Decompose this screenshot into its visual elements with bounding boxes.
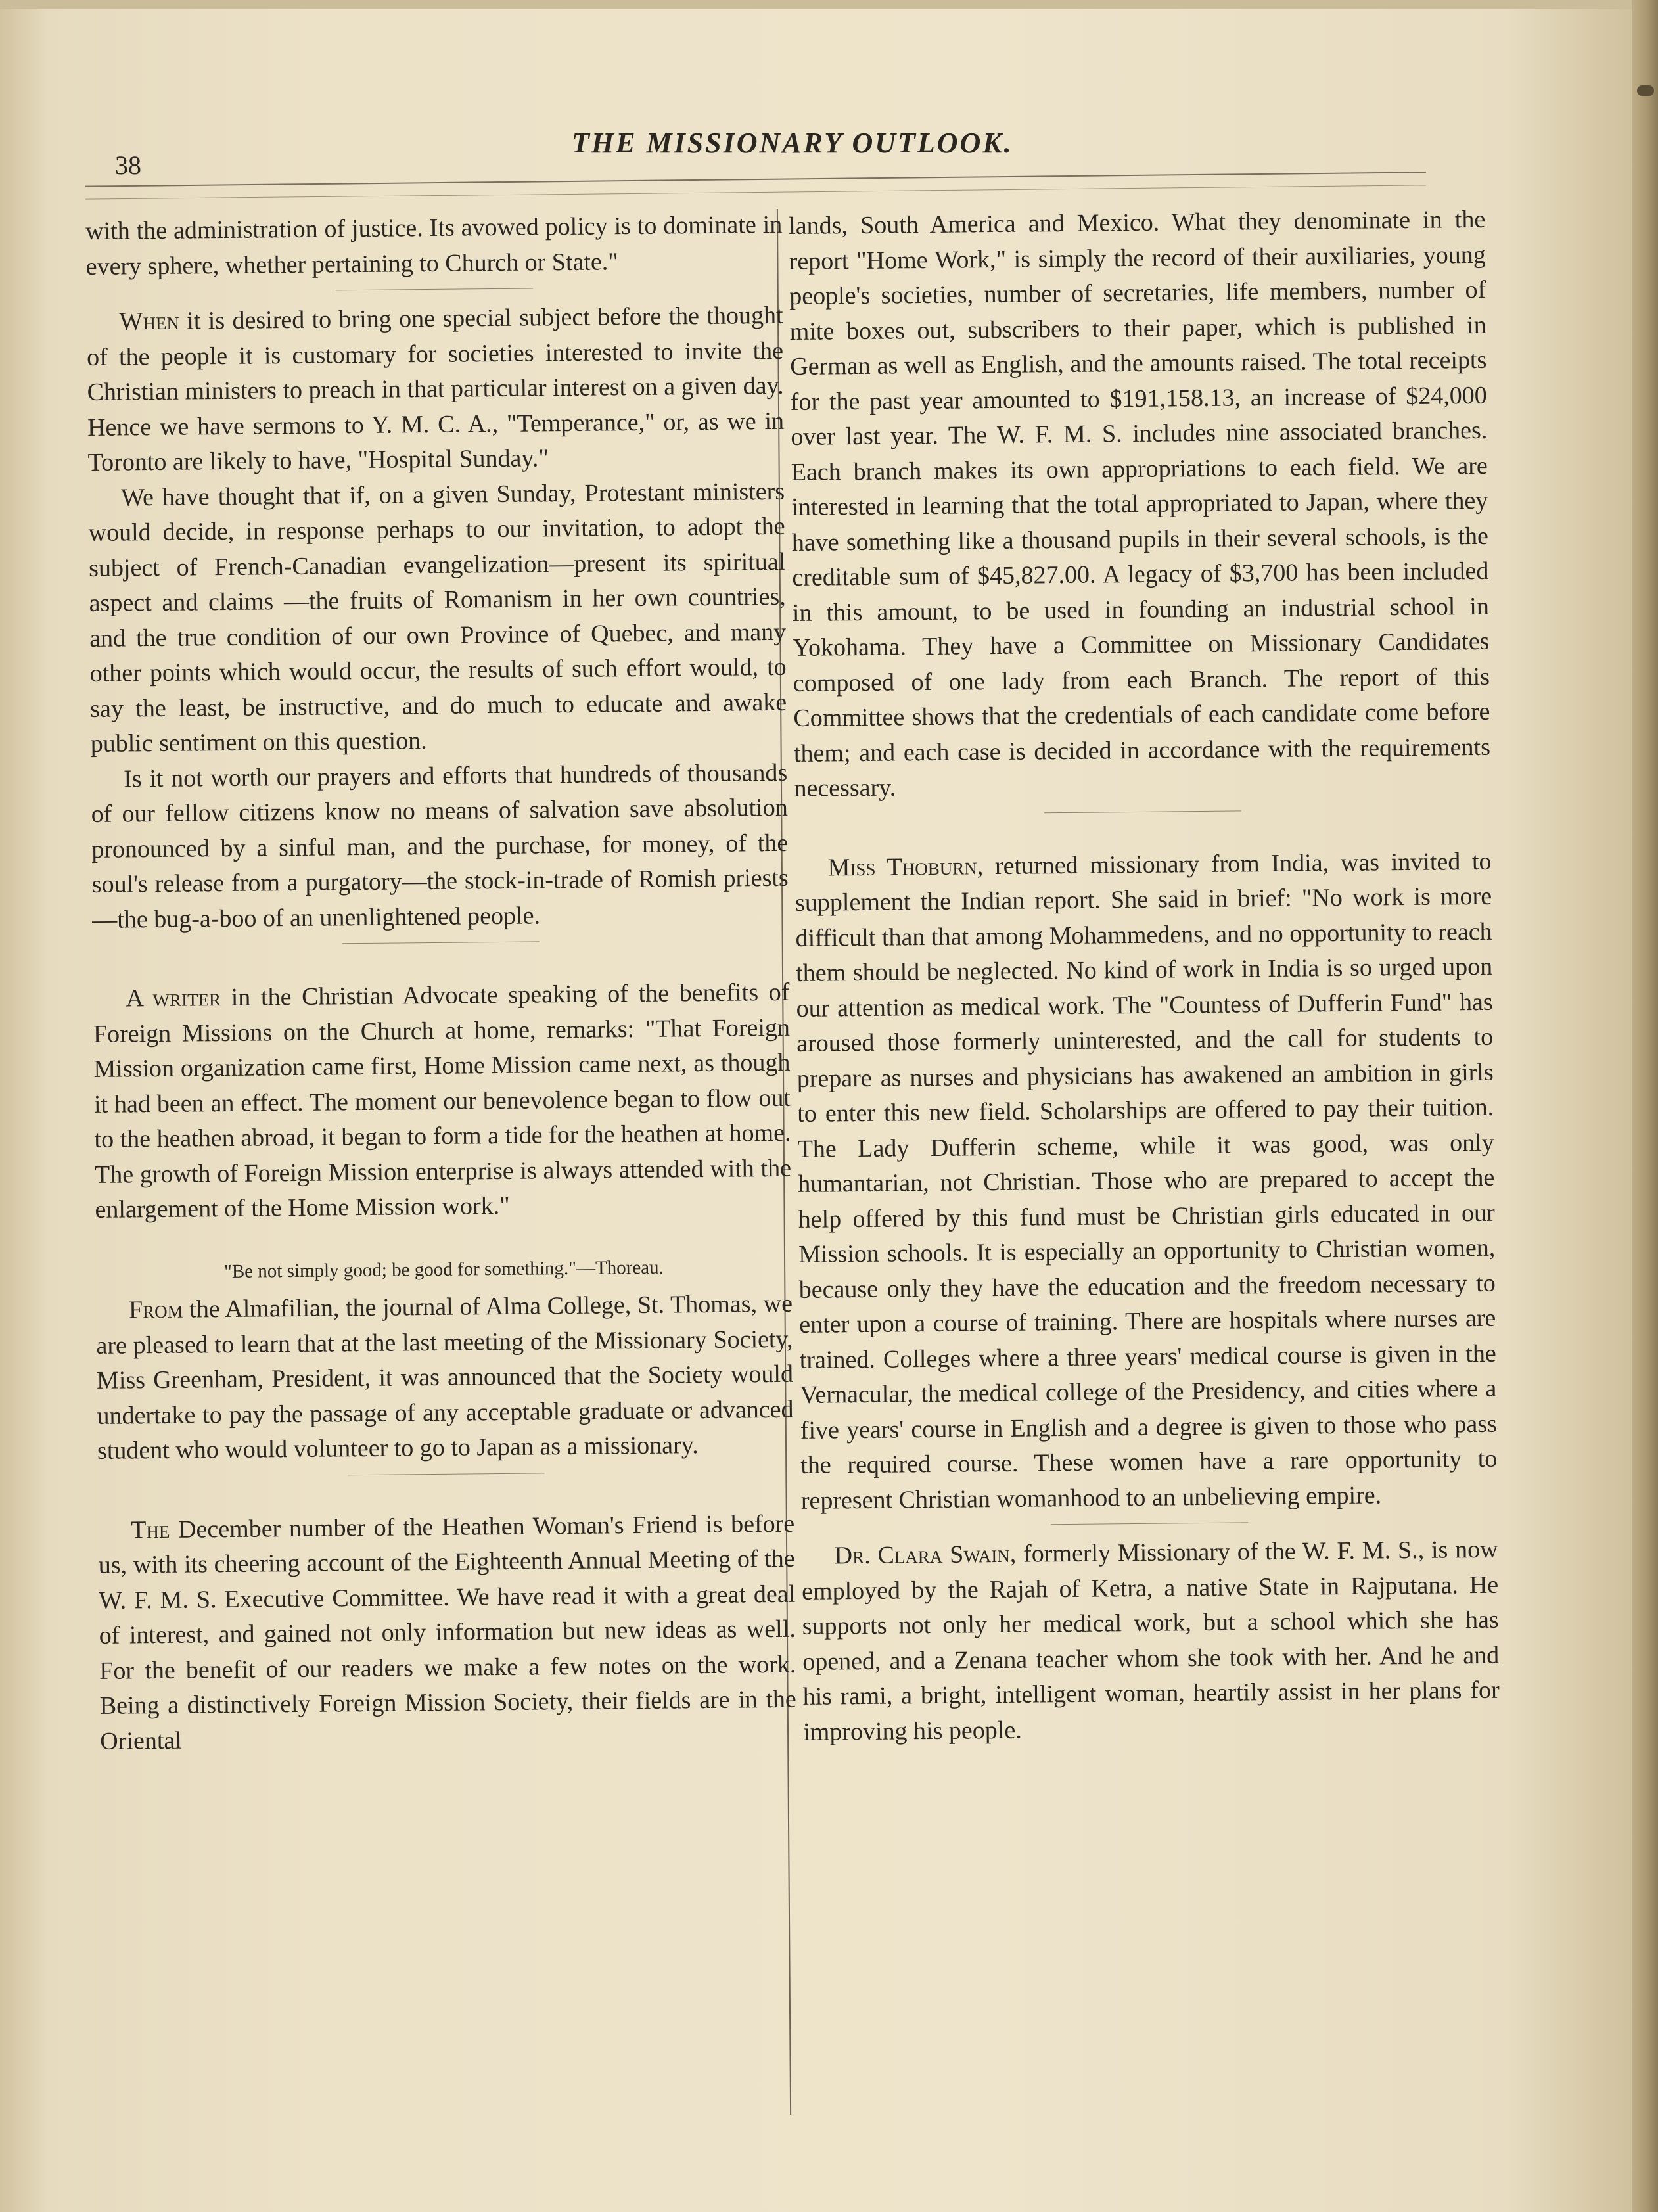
top-margin-strip bbox=[0, 0, 1636, 9]
section-divider bbox=[336, 288, 533, 290]
paragraph bbox=[789, 202, 1491, 807]
paragraph-lead: Dr. Clara Swain bbox=[834, 1540, 1010, 1570]
section-divider bbox=[347, 1473, 544, 1475]
page-edge bbox=[1632, 0, 1658, 2212]
paragraph-text: lands, South America and Mexico. What they denominate in the report "Home Work," is simply the record of their auxiliaries, young people's societies, number of secretaries, life members, number of mite boxes out, subscribers to their paper, which is published in German as well as English, and the amounts raised. The total receipts for the past year amounted to $191,158.13, an increase of $24,000 over last year. The W. F. M. S. includes nine associated branches. Each branch makes its own appropriations to each field. We are interested in learning that the total appropriated to Japan, where they have something like a thousand pupils in their several schools, is the creditable sum of $45,827.00. A legacy of $3,700 has been included in this amount, to be used in founding an industrial school in Yokohama. They have a Committee on Missionary Candidates composed of one lady from each Branch. The report of this Committee shows that the credentials of each candidate come before them; and each case is decided in accordance with the requirements necessary. bbox=[789, 205, 1491, 802]
right-column bbox=[789, 202, 1500, 1750]
paragraph-text: , formerly Missionary of the W. F. M. S., is now employed by the Rajah of Ketra, a native State in Rajputana. He supports not only her medical work, but a school which she has opened, and a Zenana teacher whom she took with her. And he and his rami, a bright, intelligent woman, heartily assist in her plans for improving his people. bbox=[801, 1535, 1500, 1746]
paragraph-text: , returned missionary from India, was invited to supplement the Indian report. She said in brief: "No work is more difficult than that among Mohammedens, and no opportunity to reach them should be neglected. No kind of work in India is so urged upon our attention as medical work. The "Countess of Dufferin Fund" has aroused those formerly uninterested, and the call for students to prepare as nurses and physicians has awakened an ambition in girls to enter this new field. Scholarships are offered to pay their tuition. The Lady Dufferin scheme, while it was good, was only humantarian, not Christian. Those who are prepared to accept the help offered by this fund must be Christian girls educated in our Mission schools. It is especially an opportunity to Christian women, because only they have the education and the freedom necessary to enter upon a course of training. There are hospitals where nurses are trained. Colleges where a three years' medical course is given in the Vernacular, the medical college of the Presidency, and cities where a five years' course in English and a degree is given to those who pass the required course. These women have a rare opportunity to represent Christian womanhood to an unbelieving empire. bbox=[794, 847, 1498, 1515]
paragraph bbox=[801, 1532, 1500, 1750]
paragraph bbox=[91, 755, 789, 938]
epigraph: "Be not simply good; be good for something."—Thoreau. bbox=[223, 1256, 664, 1282]
paragraph-lead: A writer bbox=[126, 984, 221, 1013]
binding-mark bbox=[1637, 85, 1654, 96]
paragraph-text: in the Christian Advocate speaking of the benefits of Foreign Missions on the Church at home, remarks: "That Foreign Mission organization came first, Home Mission came next, as though it had been an effect. The moment our benevolence began to flow out to the heathen abroad, it began to form a tide for the heathen at home. The growth of Foreign Mission enterprise is always attended with the enlargement of the Home Mission work." bbox=[93, 978, 792, 1224]
paragraph-lead: When bbox=[119, 307, 180, 336]
section-divider bbox=[342, 941, 540, 944]
paragraph-lead: Miss Thoburn bbox=[827, 852, 977, 881]
header-rule bbox=[85, 172, 1426, 187]
left-column bbox=[85, 208, 797, 1759]
section-divider bbox=[1051, 1522, 1248, 1525]
paragraph bbox=[85, 208, 783, 285]
paragraph-lead: From bbox=[128, 1295, 183, 1324]
paragraph bbox=[86, 298, 785, 481]
section-divider bbox=[1044, 810, 1241, 813]
page-number: 38 bbox=[115, 150, 141, 180]
paragraph-text: We have thought that if, on a given Sunday, Protestant ministers would decide, in response perhaps to our invitation, to adopt the subject of French-Canadian evangelization—present its spiritual aspect and claims —the fruits of Romanism in her own countries, and the true condition of our own Province of Quebec, and many other points which would occur, the results of such effort would, to say the least, be instructive, and do much to educate and awake public sentiment on this question. bbox=[88, 477, 787, 758]
paragraph-text: it is desired to bring one special subject before the thought of the people it is customary for societies interested to invite the Christian ministers to preach in that particular interest on a given day. Hence we have sermons to Y. M. C. A., "Temperance," or, as we in Toronto are likely to have, "Hospital Sunday." bbox=[86, 301, 785, 476]
paragraph-lead: The bbox=[131, 1515, 170, 1544]
running-title: THE MISSIONARY OUTLOOK. bbox=[572, 127, 1013, 159]
paragraph bbox=[98, 1506, 797, 1759]
paragraph-text: December number of the Heathen Woman's Friend is before us, with its cheering account of the Eighteenth Annual Meeting of the W. F. M. S. Executive Committee. We have read it with a great deal of interest, and gained not only information but new ideas as well. For the benefit of our readers we make a few notes on the work. Being a distinctively Foreign Mission Society, their fields are in the Oriental bbox=[98, 1509, 796, 1755]
header-rule-thin bbox=[85, 185, 1426, 199]
paragraph-text: the Almafilian, the journal of Alma College, St. Thomas, we are pleased to learn that at the last meeting of the Missionary Society, Miss Greenham, President, it was announced that the Society would undertake to pay the passage of any acceptable graduate or advanced student who would volunteer to go to Japan as a missionary. bbox=[96, 1289, 794, 1465]
paragraph-text: Is it not worth our prayers and efforts that hundreds of thousands of our fellow citizens know no means of salvation save absolution pronounced by a sinful man, and the purchase, for money, of the soul's release from a purgatory—the stock-in-trade of Romish priests—the bug-a-boo of an unenlightened people. bbox=[91, 758, 789, 934]
paragraph-text: with the administration of justice. Its avowed policy is to dominate in every sphere, whether pertaining to Church or State." bbox=[85, 210, 783, 281]
paragraph bbox=[794, 844, 1498, 1519]
paragraph bbox=[93, 975, 792, 1228]
paragraph bbox=[96, 1287, 794, 1469]
paragraph bbox=[88, 474, 787, 762]
